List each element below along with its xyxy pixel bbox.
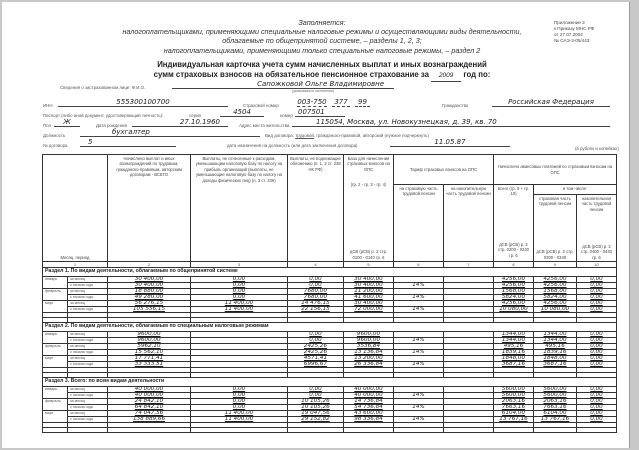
value-cell[interactable]: 4256,00 — [534, 277, 577, 283]
fill-instructions — [62, 18, 582, 55]
value-cell[interactable]: 30 400,00 — [344, 277, 394, 283]
col-number: 7 — [444, 262, 494, 268]
value-cell[interactable]: 0,00 — [577, 332, 617, 338]
month-cell: январь — [43, 277, 68, 289]
value-cell[interactable]: 0,00 — [577, 405, 617, 411]
col-header-tariff: Тариф страховых взносов на ОПС — [394, 155, 494, 185]
blank-cell — [344, 428, 394, 433]
period-cell: с начала года — [68, 405, 108, 411]
value-cell[interactable]: 1839,16 — [534, 350, 577, 356]
col-header-advance: Начислено авансовых платежей по страховым взносам на ОПС — [494, 155, 617, 185]
value-cell[interactable]: 0,00 — [191, 277, 288, 283]
sections-body — [43, 268, 617, 433]
appendix-line: к Приказу МНС РФ — [554, 26, 595, 31]
value-cell[interactable]: 6996,67 — [288, 362, 344, 368]
value-cell[interactable]: 0,00 — [577, 411, 617, 417]
period-cell: за месяц — [68, 399, 108, 405]
value-cell[interactable]: 1344,00 — [494, 332, 534, 338]
funded-part-ref: дСВ (рСВ) р. 2 стр. 0400 - 0440 гр. 6 — [580, 243, 613, 260]
value-cell[interactable]: 56 276,15 — [108, 301, 191, 307]
value-cell[interactable]: 7680,00 — [288, 295, 344, 301]
value-cell[interactable]: 6104,00 — [534, 411, 577, 417]
value-cell[interactable]: 0,00 — [577, 277, 617, 283]
value-cell[interactable]: 30 400,00 — [344, 301, 394, 307]
value-cell[interactable]: 29 152,82 — [288, 417, 344, 423]
col-number: 5 — [344, 262, 394, 268]
sex-label: Пол — [43, 123, 52, 128]
value-cell[interactable]: 26 336,84 — [344, 362, 394, 368]
fio-field[interactable]: Сапожковой Ольге Владимировне — [172, 80, 394, 89]
col-number: 1 — [43, 262, 108, 268]
period-cell: с начала года — [68, 338, 108, 344]
birth-field[interactable]: 27.10.1960 — [132, 118, 228, 127]
currency-note: (в рублях и копейках) — [575, 146, 619, 151]
period-cell: за месяц — [68, 277, 108, 283]
col-header-including: в том числе: — [534, 185, 617, 195]
period-cell: за месяц — [68, 387, 108, 393]
value-cell[interactable]: 0,00 — [288, 332, 344, 338]
value-cell[interactable]: 0,00 — [577, 301, 617, 307]
value-cell[interactable]: 1568,00 — [494, 289, 534, 295]
citizenship-field[interactable]: Российская Федерация — [492, 98, 610, 107]
value-cell[interactable]: 5600,00 — [534, 387, 577, 393]
value-cell[interactable]: 2063,16 — [494, 399, 534, 405]
blank-cell — [444, 428, 494, 433]
month-cell: март — [43, 356, 68, 368]
col-number: 4 — [288, 262, 344, 268]
fill-line-3: налогоплательщиками, применяющими только специальные налоговые режимы, – раздел 2 — [163, 45, 481, 55]
value-cell[interactable]: 0,00 — [577, 289, 617, 295]
inn-label: ИНН — [43, 103, 53, 108]
value-cell[interactable]: 14% — [394, 295, 444, 301]
title-line-2-prefix: сумм страховых взносов на обязательное пенсионное страхование за — [153, 70, 429, 79]
series-label: серия — [189, 113, 201, 118]
value-cell[interactable]: 11 400,00 — [191, 301, 288, 307]
value-cell[interactable]: 14% — [394, 362, 444, 368]
value-cell[interactable]: 72 000,00 — [344, 307, 394, 313]
value-cell[interactable]: 0,00 — [577, 356, 617, 362]
year-field[interactable]: 2009 — [431, 71, 461, 82]
base-formula: (гр. 2 - гр. 3 - гр. 4) — [350, 182, 387, 188]
value-cell[interactable]: 0,00 — [577, 283, 617, 289]
value-cell[interactable]: 19 047,56 — [288, 411, 344, 417]
value-cell[interactable]: 5824,00 — [534, 295, 577, 301]
value-cell[interactable]: 14% — [394, 307, 444, 313]
insurance-no-label: Страховой номер — [243, 103, 279, 108]
value-cell[interactable]: 0,00 — [191, 393, 288, 399]
value-cell[interactable]: 7663,16 — [534, 405, 577, 411]
value-cell[interactable]: 22 156,15 — [288, 307, 344, 313]
value-cell[interactable]: 10 080,00 — [534, 307, 577, 313]
value-cell[interactable]: 9600,00 — [108, 332, 191, 338]
value-cell[interactable]: 15 562,10 — [108, 350, 191, 356]
value-cell[interactable]: 5600,00 — [494, 393, 534, 399]
value-cell[interactable]: 74 047,56 — [108, 411, 191, 417]
section-title: Раздел 2. По видам деятельности, облагаемым по специальным налоговым режимам — [43, 323, 617, 332]
value-cell[interactable]: 11 200,00 — [344, 289, 394, 295]
appendix-note — [554, 20, 594, 44]
series-field[interactable]: 4504 — [220, 108, 264, 117]
value-cell[interactable]: 14% — [394, 338, 444, 344]
fill-line-1: налогоплательщиками, применяющими специальные налоговые режимы и осуществляющими виды деятельности, — [122, 27, 522, 37]
value-cell[interactable]: 4256,00 — [494, 277, 534, 283]
col-header-accrued: Начислено выплат и иных вознаграждений по трудовым, гражданско-правовым, авторским договорам - ВСЕГО — [108, 155, 191, 262]
period-cell: с начала года — [68, 295, 108, 301]
value-cell[interactable]: 2425,26 — [288, 350, 344, 356]
blank-cell — [534, 428, 577, 433]
value-cell[interactable]: 2063,16 — [534, 399, 577, 405]
month-cell: март — [43, 301, 68, 313]
value-cell[interactable]: 40 000,00 — [108, 387, 191, 393]
value-cell[interactable]: 1344,00 — [534, 338, 577, 344]
value-cell[interactable]: 33 333,51 — [108, 362, 191, 368]
value-cell[interactable]: 10 105,26 — [288, 405, 344, 411]
month-cell: январь — [43, 332, 68, 344]
title-line-1: Индивидуальная карточка учета сумм начисленных выплат и иных вознаграждений — [157, 60, 487, 69]
insurance-no-part-1[interactable]: 003-750 — [297, 98, 327, 106]
section-header-row — [43, 378, 617, 387]
appendix-line: от 27.07.2004 — [554, 32, 583, 37]
blank-cell — [191, 428, 288, 433]
value-cell[interactable]: 0,00 — [577, 338, 617, 344]
value-cell[interactable]: 14% — [394, 393, 444, 399]
value-cell[interactable]: 0,00 — [191, 387, 288, 393]
value-cell[interactable]: 0,00 — [577, 417, 617, 423]
appointment-label: дата назначения на должность (или дата заключения договора) — [227, 143, 358, 148]
month-cell: февраль — [43, 289, 68, 301]
value-cell[interactable]: 1839,16 — [494, 350, 534, 356]
value-cell[interactable]: 30 400,00 — [344, 283, 394, 289]
col-header-base — [344, 155, 394, 262]
value-cell[interactable]: 54 736,84 — [344, 405, 394, 411]
period-cell: с начала года — [68, 283, 108, 289]
appendix-line: Приложение 2 — [554, 20, 585, 25]
number-field[interactable]: 007501 — [295, 108, 345, 117]
contract-no-label: № договора — [43, 143, 68, 148]
col-number: 2 — [108, 262, 191, 268]
period-cell: с начала года — [68, 362, 108, 368]
col-header-funded-part — [577, 195, 617, 262]
value-cell[interactable]: 14% — [394, 283, 444, 289]
value-cell[interactable]: 14 476,15 — [288, 301, 344, 307]
value-cell[interactable]: 7680,00 — [288, 289, 344, 295]
blank-cell — [108, 428, 191, 433]
value-cell[interactable]: 0,00 — [288, 393, 344, 399]
insurance-part-ref: дСВ (рСВ) р. 2 стр. 0300 - 0340 — [536, 249, 574, 260]
value-cell[interactable]: 1568,00 — [534, 289, 577, 295]
appendix-line: № САЭ-3-05/443 — [554, 38, 590, 43]
value-cell[interactable]: 14% — [394, 350, 444, 356]
value-cell[interactable]: 5962,10 — [108, 344, 191, 350]
position-label: Должность — [43, 133, 66, 138]
value-cell[interactable]: 18 880,00 — [108, 289, 191, 295]
value-cell[interactable]: 11 400,00 — [191, 417, 288, 423]
value-cell[interactable]: 11 400,00 — [191, 307, 288, 313]
advance-total-title: всего (гр. 9 + гр. 10) — [497, 186, 530, 197]
period-cell: с начала года — [68, 307, 108, 313]
value-cell[interactable]: 5600,00 — [494, 387, 534, 393]
contract-type-selected[interactable]: трудовой — [295, 133, 314, 138]
advance-total-ref: дСВ (рСВ) р. 2 стр. 0200 - 0240 гр. 6 — [497, 241, 530, 258]
base-title: База для начисления страховых взносов на ОПС — [347, 156, 390, 172]
value-cell[interactable]: 9600,00 — [108, 338, 191, 344]
period-cell: за месяц — [68, 289, 108, 295]
section-title: Раздел 3. Всего: по всем видам деятельности — [43, 378, 617, 387]
col-header-non-taxable: Выплаты, не подлежащие обложению (п. 1, 2 ст. 238 НК РФ) — [288, 155, 344, 262]
period-cell: с начала года — [68, 350, 108, 356]
value-cell[interactable]: 64 842,10 — [108, 405, 191, 411]
col-number: 9 — [534, 262, 577, 268]
inn-field[interactable]: 555300100700 — [58, 98, 228, 107]
fio-label: Сведения о застрахованном лице: Ф.И.О. — [60, 85, 146, 90]
value-cell[interactable]: 1344,00 — [534, 332, 577, 338]
value-cell[interactable]: 0,00 — [288, 277, 344, 283]
fill-line-2: облагаемые по общепринятой системе, – разделы 1, 2, 3; — [222, 36, 422, 46]
value-cell[interactable]: 138 889,66 — [108, 417, 191, 423]
period-cell: за месяц — [68, 356, 108, 362]
period-cell: за месяц — [68, 411, 108, 417]
value-cell[interactable]: 6104,00 — [494, 411, 534, 417]
value-cell[interactable]: 30 400,00 — [108, 283, 191, 289]
value-cell[interactable]: 3536,84 — [344, 344, 394, 350]
value-cell[interactable]: 0,00 — [191, 405, 288, 411]
value-cell[interactable]: 1848,00 — [494, 356, 534, 362]
value-cell[interactable]: 0,00 — [577, 393, 617, 399]
value-cell[interactable]: 3687,16 — [494, 362, 534, 368]
value-cell[interactable]: 7663,16 — [494, 405, 534, 411]
insurance-part-title: страховая часть трудовой пенсии — [538, 196, 572, 207]
value-cell[interactable]: 14 736,84 — [344, 399, 394, 405]
value-cell[interactable]: 11 400,00 — [191, 411, 288, 417]
month-cell: февраль — [43, 399, 68, 411]
period-cell: с начала года — [68, 393, 108, 399]
value-cell[interactable]: 49 280,00 — [108, 295, 191, 301]
value-cell[interactable]: 5600,00 — [534, 393, 577, 399]
value-cell[interactable]: 0,00 — [577, 362, 617, 368]
value-cell[interactable]: 13 200,00 — [344, 356, 394, 362]
value-cell[interactable]: 495,16 — [494, 344, 534, 350]
value-cell[interactable]: 0,00 — [577, 399, 617, 405]
value-cell[interactable]: 40 000,00 — [344, 387, 394, 393]
value-cell[interactable]: 0,00 — [191, 399, 288, 405]
sex-field[interactable]: Ж — [54, 118, 80, 127]
value-cell[interactable]: 1344,00 — [494, 338, 534, 344]
blank-cell — [577, 428, 617, 433]
address-field[interactable]: 115054, Москва, ул. Новокузнецкая, д. 39, кв. 70 — [292, 118, 610, 127]
fio-note: (указывается полностью) — [292, 89, 335, 93]
form-page — [2, 2, 630, 448]
value-cell[interactable]: 9600,00 — [344, 332, 394, 338]
funded-part-title: накопительная часть трудовой пенсии — [581, 196, 612, 212]
blank-cell — [68, 428, 108, 433]
value-cell[interactable]: 24 842,10 — [108, 399, 191, 405]
value-cell[interactable]: 4571,41 — [288, 356, 344, 362]
page-title — [102, 60, 542, 82]
value-cell[interactable]: 41 600,00 — [344, 295, 394, 301]
value-cell[interactable]: 4256,00 — [534, 301, 577, 307]
section-title: Раздел 1. По видам деятельности, облагаемым по общепринятой системе — [43, 268, 617, 277]
col-number: 3 — [191, 262, 288, 268]
contract-no-field[interactable]: 5 — [80, 138, 176, 147]
value-cell[interactable]: 0,00 — [191, 289, 288, 295]
value-cell[interactable]: 4256,00 — [494, 301, 534, 307]
address-label: Адрес места жительства — [239, 123, 290, 128]
value-cell[interactable]: 30 400,00 — [108, 277, 191, 283]
col-number: 8 — [494, 262, 534, 268]
col-header-tariff-insurance: на страховую часть трудовой пенсии — [394, 185, 444, 262]
col-header-advance-total — [494, 185, 534, 262]
value-cell[interactable]: 0,00 — [577, 387, 617, 393]
col-header-non-expense: Выплаты, не отнесенные к расходам, уменьшающим налоговую базу по налогу на прибыль организаций (выплаты, не уменьшающие налоговую базу по налогу на доходы физических лиц) (п. 3 ст. 236) — [191, 155, 288, 262]
section-header-row — [43, 268, 617, 277]
passport-label: Паспорт (либо иной документ, удостоверяющий личность): — [43, 113, 164, 118]
citizenship-label: Гражданство — [442, 103, 469, 108]
appointment-field[interactable]: 11.05.87 — [390, 138, 510, 147]
section-header-row — [43, 323, 617, 332]
period-cell: с начала года — [68, 417, 108, 423]
col-number: 10 — [577, 262, 617, 268]
blank-cell — [43, 428, 68, 433]
value-cell[interactable]: 10 080,00 — [494, 307, 534, 313]
value-cell[interactable]: 40 000,00 — [108, 393, 191, 399]
col-header-period: Месяц, период — [43, 155, 108, 262]
value-cell[interactable]: 0,00 — [288, 338, 344, 344]
value-cell[interactable]: 0,00 — [577, 344, 617, 350]
value-cell[interactable]: 105 556,15 — [108, 307, 191, 313]
month-cell: январь — [43, 387, 68, 399]
month-cell: февраль — [43, 344, 68, 356]
blank-cell — [394, 428, 444, 433]
month-cell: март — [43, 411, 68, 423]
period-cell: за месяц — [68, 344, 108, 350]
col-number: 6 — [394, 262, 444, 268]
value-cell[interactable]: 43 600,00 — [344, 411, 394, 417]
value-cell[interactable]: 9600,00 — [344, 338, 394, 344]
blank-cell — [288, 428, 344, 433]
number-label: номер — [280, 113, 293, 118]
base-ref: дСВ (рСВ) р. 2 стр. 0100 - 0140 гр. 6 — [349, 249, 388, 260]
blank-cell — [494, 428, 534, 433]
position-field[interactable]: бухгалтер — [80, 128, 260, 137]
value-cell[interactable]: 4256,00 — [494, 283, 534, 289]
value-cell[interactable]: 0,00 — [191, 295, 288, 301]
value-cell[interactable]: 0,00 — [577, 295, 617, 301]
value-cell[interactable]: 10 105,26 — [288, 399, 344, 405]
contributions-table — [42, 154, 617, 433]
value-cell[interactable]: 0,00 — [288, 283, 344, 289]
value-cell[interactable]: 17 771,41 — [108, 356, 191, 362]
value-cell[interactable]: 4256,00 — [534, 283, 577, 289]
col-header-insurance-part — [534, 195, 577, 262]
period-cell: за месяц — [68, 301, 108, 307]
value-cell[interactable]: 14% — [394, 417, 444, 423]
insurance-no-part-3[interactable]: 99 — [355, 98, 370, 107]
value-cell[interactable]: 98 336,84 — [344, 417, 394, 423]
blank-row — [43, 428, 617, 433]
value-cell[interactable]: 13 767,16 — [534, 417, 577, 423]
fill-title: Заполняется: — [298, 18, 346, 27]
value-cell[interactable]: 13 767,16 — [494, 417, 534, 423]
col-header-tariff-funded: на накопительную часть трудовой пенсии — [444, 185, 494, 262]
value-cell[interactable]: 495,16 — [534, 344, 577, 350]
value-cell[interactable]: 0,00 — [191, 283, 288, 289]
insurance-no-part-2[interactable]: 377 — [332, 98, 350, 107]
value-cell[interactable]: 5824,00 — [494, 295, 534, 301]
value-cell[interactable]: 0,00 — [288, 387, 344, 393]
value-cell[interactable]: 0,00 — [577, 307, 617, 313]
contract-type-label: Вид договора: — [265, 133, 294, 138]
value-cell[interactable]: 3687,16 — [534, 362, 577, 368]
birth-label: Дата рождения — [96, 123, 127, 128]
contract-type-options: , гражданско-правовой, авторский (нужное подчеркнуть) — [313, 133, 429, 138]
value-cell[interactable]: 2425,26 — [288, 344, 344, 350]
value-cell[interactable]: 13 136,84 — [344, 350, 394, 356]
value-cell[interactable]: 40 000,00 — [344, 393, 394, 399]
value-cell[interactable]: 1848,00 — [534, 356, 577, 362]
value-cell[interactable]: 14% — [394, 405, 444, 411]
title-line-2-suffix: год по: — [463, 70, 491, 79]
period-cell: за месяц — [68, 332, 108, 338]
value-cell[interactable]: 0,00 — [577, 350, 617, 356]
